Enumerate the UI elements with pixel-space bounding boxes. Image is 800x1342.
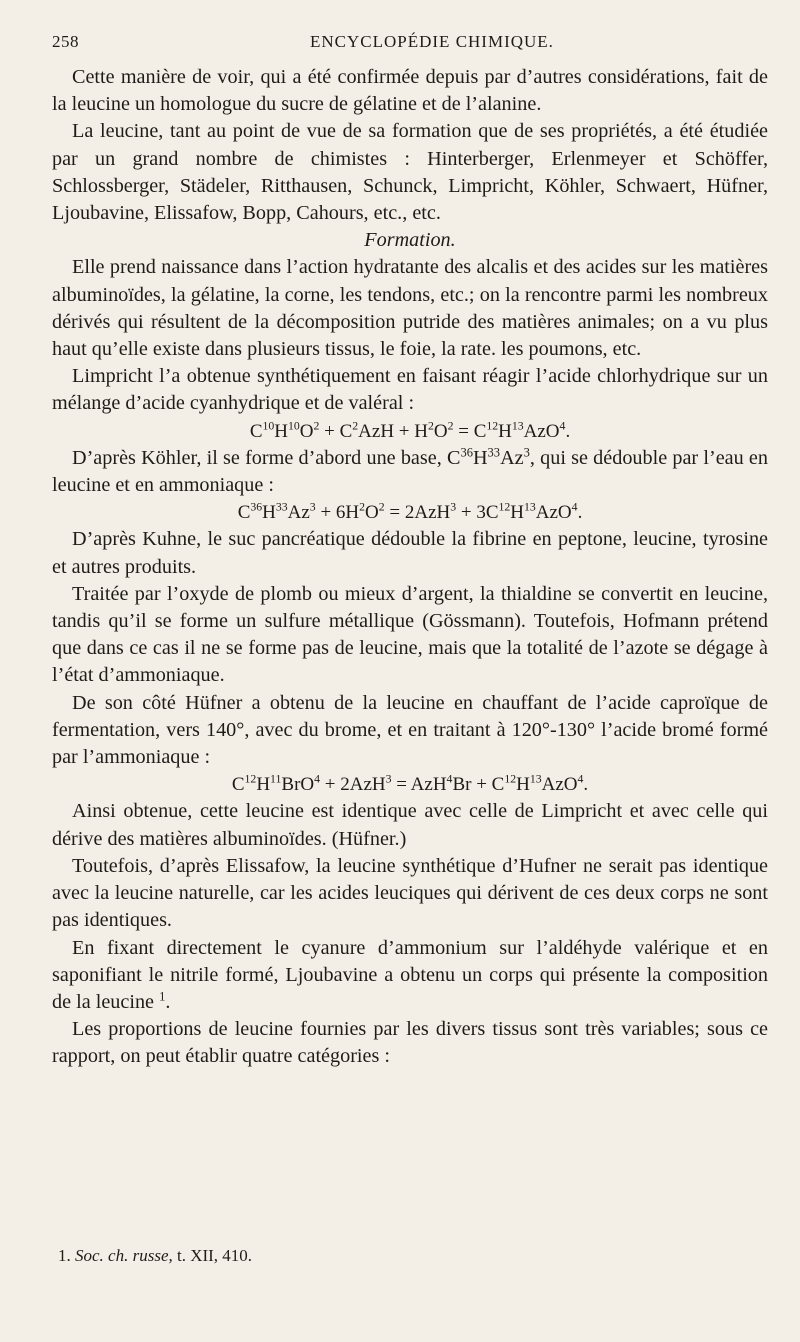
footnote-marker[interactable]: 1 <box>159 989 166 1004</box>
paragraph: La leucine, tant au point de vue de sa formation que de ses propriétés, a été étudiée par un grand nombre de chimistes : Hinterberger, Erlenmeyer et Schöffer, Schlossberger, Städeler, Ritthausen, Schunck, Limpricht, Köhler, Schwaert, Hüfner, Ljoubavine, Elissafow, Bopp, Cahours, etc., etc. <box>52 120 768 225</box>
formula-limpricht: $C^{10}H^{10}O^2 + C^2AzH + H^2O^2 = C^{12}H^{13}AzO^4$. <box>249 419 571 442</box>
formula-kohler: $C^{36}H^{33}Az^3 + 6H^2O^2 = 2AzH^3 + 3C^{12}H^{13}AzO^4$. <box>237 500 583 524</box>
footnote-number: 1. <box>58 1246 71 1265</box>
paragraph: Elle prend naissance dans l’action hydratante des alcalis et des acides sur les matières albuminoïdes, la gélatine, la corne, les tendons, etc.; on la rencontre parmi les nombreux dérivés qui résultent de la décomposition putride des matières animales; on a vu plus haut qu’elle existe dans plusieurs tissus, le foie, la rate. les poumons, etc. <box>52 256 768 361</box>
page-header <box>52 32 752 56</box>
paragraph: Ainsi obtenue, cette leucine est identique avec celle de Limpricht et avec celle qui dérive des matières albuminoïdes. (Hüfner.) <box>52 800 768 850</box>
section-heading: Formation. <box>364 229 456 252</box>
paragraph: Toutefois, d’après Elissafow, la leucine synthétique d’Hufner ne serait pas identique avec la leucine naturelle, car les acides leuciques qui dérivent de ces deux corps ne sont pas identiques. <box>52 854 768 932</box>
paragraph <box>52 935 768 1017</box>
formula-hufner: $C^{12}H^{11}BrO^4 + 2AzH^3 = AzH^4Br + C^{12}H^{13}AzO^4$. <box>231 772 589 796</box>
paragraph: D’après Köhler, il se forme d’abord une base, $C^{36}H^{33}Az^3$, qui se dédouble par l’eau en leucine et en ammoniaque : <box>52 445 768 497</box>
paragraph: D’après Kuhne, le suc pancréatique dédouble la fibrine en peptone, leucine, tyrosine et autres produits. <box>52 528 768 578</box>
paragraph: Cette manière de voir, qui a été confirmée depuis par d’autres considérations, fait de la leucine un homologue du sucre de gélatine et de l’alanine. <box>52 66 768 116</box>
paragraph-text: En fixant directement le cyanure d’ammonium sur l’aldéhyde valérique et en saponifiant le nitrile formé, Ljoubavine a obtenu un corps qui présente la composition de la leucine <box>52 936 768 1013</box>
paragraph-text: D’après Köhler, il se forme d’abord une base, C <box>72 446 461 469</box>
page-body <box>52 64 768 1071</box>
paragraph: Traitée par l’oxyde de plomb ou mieux d’argent, la thialdine se convertit en leucine, tandis qu’il se forme un sulfure métallique (Gössmann). Toutefois, Hofmann prétend que dans ce cas il ne se forme pas de leucine, mais que la totalité de l’azote se dégage à l’état d’ammoniaque. <box>52 582 768 687</box>
footnote-ref: t. XII, 410. <box>176 1246 253 1265</box>
page-number: 258 <box>52 32 79 51</box>
paragraph: Limpricht l’a obtenue synthétiquement en faisant réagir l’acide chlorhydrique sur un mélange d’acide cyanhydrique et de valéral : <box>52 365 768 415</box>
footnote-source: Soc. ch. russe, <box>75 1246 173 1265</box>
footnote <box>58 1246 252 1266</box>
paragraph-text: , qui se dédouble par l’eau en leucine et en ammoniaque : <box>52 446 768 497</box>
running-title: ENCYCLOPÉDIE CHIMIQUE. <box>310 32 554 51</box>
paragraph-text: . <box>165 990 171 1013</box>
paragraph: De son côté Hüfner a obtenu de la leucine en chauffant de l’acide caproïque de fermentation, vers 140°, avec du brome, et en traitant à 120°-130° l’acide bromé formé par l’ammoniaque : <box>52 691 768 769</box>
paragraph: Les proportions de leucine fournies par les divers tissus sont très variables; sous ce rapport, on peut établir quatre catégories : <box>52 1018 768 1068</box>
